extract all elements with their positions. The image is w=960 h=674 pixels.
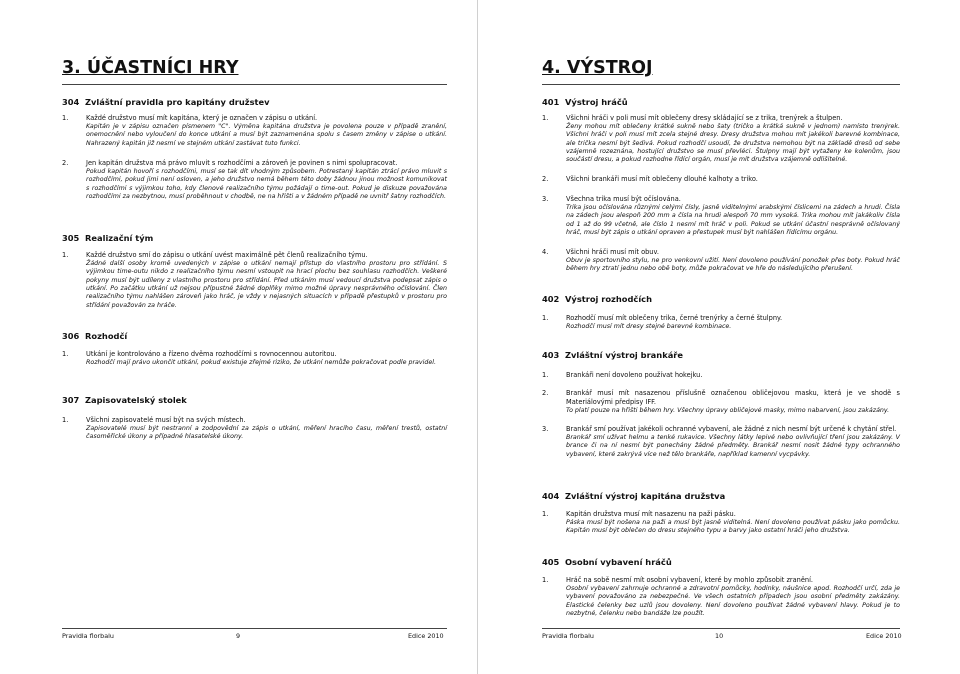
section-305 [62,233,447,244]
rule-text: Jen kapitán družstva má právo mluvit s rozhodčími a zároveň je povinen s nimi spolupracovat. [86,159,398,167]
page-number: 9 [236,632,241,640]
title-rule [542,84,900,85]
section-heading: 405 Osobní vybavení hráčů [542,557,672,567]
rule-text: Kapitán družstva musí mít nasazenu na paži pásku. [566,510,736,518]
rule-note: Brankář smí užívat helmu a tenké rukavice. Všechny látky lepivé nebo ovlivňující tření jsou zakázány. V brance či na ní nesmí být ponechány žádné předměty. Brankář nesmí nosit žádné typy ochranného vybavení, které zakrývá více než tělo brankáře, například kamenní vycpávky. [566,433,900,458]
rule-note: Ženy mohou mít oblečeny krátké sukně nebo šaty (tričko a krátká sukně v jednom) namísto trenýrek. Všichni hráči v poli musí mít zcela stejné dresy. Dresy družstva mohou mít jakékoli barevné kombinace, ale trička nesmí být šedivá. Pokud rozhodčí usoudí, že družstva nemohou být na základě dresů od sebe vzájemně rozeznána, hostující družstvo se musí převléci. Štulpny mají být vytaženy ke kolenům, jsou součástí dresu, a pokud rozhodne řídící orgán, musí je mít družstva vzájemně odlišitelné. [566,122,900,164]
rule-item: 1. Všichni zapisovatelé musí být na svých místech. Zapisovatelé musí být nestranní a zodpovědní za zápis o utkání, měření hracího času, měření trestů, ostatní časoměřické úkony a případné hlasatelské úkony. [62,416,447,441]
footer-rule [62,628,447,629]
section-heading: 401 Výstroj hráčů [542,97,628,107]
footer-right: Edice 2010 [408,632,444,640]
section-401 [542,97,900,108]
rule-text: Utkání je kontrolováno a řízeno dvěma rozhodčími s rovnocennou autoritou. [86,350,337,358]
rule-note: Rozhodčí mají právo ukončit utkání, pokud existuje zřejmé riziko, že utkání nemůže pokračovat podle pravidel. [86,358,436,366]
rule-item: 1. Všichni hráči v poli musí mít oblečeny dresy skládající se z trika, trenýrek a štulpen. Ženy mohou mít oblečeny krátké sukně nebo šaty (tričko a krátká sukně v jednom) namísto trenýrek. Všichni hráči v poli musí mít zcela stejné dresy. Dresy družstva mohou mít jakékoli barevné kombinace, ale trička nesmí být šedivá. Pokud rozhodčí usoudí, že družstva nemohou být na základě dresů od sebe vzájemně rozeznána, hostující družstvo se musí převléci. Štulpny mají být vytaženy ke kolenům, jsou součástí dresu, a pokud rozhodne řídící orgán, musí je mít družstva vzájemně odlišitelné. [542,114,900,164]
section-304 [62,97,447,108]
section-heading: 306 Rozhodčí [62,331,128,341]
page-number: 10 [715,632,724,640]
section-307 [62,395,447,406]
rule-text: Všichni zapisovatelé musí být na svých místech. [86,416,246,424]
rule-item: 1. Utkání je kontrolováno a řízeno dvěma rozhodčími s rovnocennou autoritou. Rozhodčí mají právo ukončit utkání, pokud existuje zřejmé riziko, že utkání nemůže pokračovat podle pravidel. [62,350,447,367]
section-heading: 307 Zapisovatelský stolek [62,395,187,405]
section-404 [542,491,900,502]
section-403 [542,350,900,361]
rule-item: 4. Všichni hráči musí mít obuv. Obuv je sportovního stylu, ne pro venkovní užití. Není dovoleno používání ponožek přes boty. Pokud hráč během hry ztratí jednu nebo obě boty, může pokračovat ve hře do následujícího přerušení. [542,248,900,273]
rule-text: Brankáři není dovoleno používat hokejku. [566,371,703,379]
rule-note: Obuv je sportovního stylu, ne pro venkovní užití. Není dovoleno používání ponožek přes boty. Pokud hráč během hry ztratí jednu nebo obě boty, může pokračovat ve hře do následujícího přerušení. [566,256,900,273]
rule-item: 1. Kapitán družstva musí mít nasazenu na paži pásku. Páska musí být nošena na paži a musí být jasně viditelná. Není dovoleno používat pásku jako pomůcku. Kapitán musí být oblečen do dresu stejného typu a barvy jako ostatní hráči jeho družstva. [542,510,900,535]
rule-item: 1. Brankáři není dovoleno používat hokejku. [542,371,703,379]
rule-item: 1. Hráč na sobě nesmí mít osobní vybavení, které by mohlo způsobit zranění. Osobní vybavení zahrnuje ochranné a zdravotní pomůcky, hodinky, náušnice apod. Rozhodčí určí, zda je vybavení považováno za nebezpečné. Ve všech ostatních případech jsou osobní předměty zakázány. Elastické čelenky bez uzlů jsou dovoleny. Není dovoleno používat žádné vybavení hlavy. Pokud je to nezbytné, čelenku nebo bandáže lze použít. [542,576,900,618]
rule-text: Všichni hráči v poli musí mít oblečeny dresy skládající se z trika, trenýrek a štulpen. [566,114,843,122]
rule-item: 3. Všechna trika musí být očíslována. Trika jsou očíslována různými celými čísly, jasně viditelnými arabskými číslicemi na zádech a hrudi. Čísla na zádech jsou alespoň 200 mm a čísla na hrudi alespoň 70 mm vysoká. Trika mohou mít jakákoliv čísla od 1 až do 99 včetně, ale číslo 1 nesmí mít hráč v poli. Pokud se utkání účastní nesprávně očíslovaný hráč, musí být zápis o utkání opraven a přestupek musí být nahlášen řídícímu orgánu. [542,195,900,237]
rule-text: Všichni hráči musí mít obuv. [566,248,659,256]
section-306 [62,331,447,342]
section-heading: 403 Zvláštní výstroj brankáře [542,350,684,360]
rule-note: Kapitán je v zápisu označen písmenem "C". Výměna kapitána družstva je povolena pouze v případě zranění, onemocnění nebo vyloučení do konce utkání a musí být zaznamenána spolu s časem změny v zápise o utkání. Nahrazený kapitán již nesmí ve stejném utkání zastávat tuto funkci. [86,122,447,147]
section-heading: 304 Zvláštní pravidla pro kapitány družstev [62,97,270,107]
rule-note: Rozhodčí musí mít dresy stejné barevné kombinace. [566,322,732,330]
rule-note: Osobní vybavení zahrnuje ochranné a zdravotní pomůcky, hodinky, náušnice apod. Rozhodčí určí, zda je vybavení považováno za nebezpečné. Ve všech ostatních případech jsou osobní předměty zakázány. Elastické čelenky bez uzlů jsou dovoleny. Není dovoleno používat žádné vybavení hlavy. Pokud je to nezbytné, čelenku nebo bandáže lze použít. [566,584,900,618]
footer-right: Edice 2010 [866,632,902,640]
rule-note: Zapisovatelé musí být nestranní a zodpovědní za zápis o utkání, měření hracího času, měření trestů, ostatní časoměřické úkony a případné hlasatelské úkony. [86,424,447,441]
section-402 [542,294,900,305]
rule-item: 1. Rozhodčí musí mít oblečeny trika, černé trenýrky a černé štulpny. Rozhodčí musí mít dresy stejné barevné kombinace. [542,314,900,331]
rule-text: Každé družstvo smí do zápisu o utkání uvést maximálně pět členů realizačního týmu. [86,251,368,259]
rule-note: Trika jsou očíslována různými celými čísly, jasně viditelnými arabskými číslicemi na zádech a hrudi. Čísla na zádech jsou alespoň 200 mm a čísla na hrudi alespoň 70 mm vysoká. Trika mohou mít jakákoliv čísla od 1 až do 99 včetně, ale číslo 1 nesmí mít hráč v poli. Pokud se utkání účastní nesprávně očíslovaný hráč, musí být zápis o utkání opraven a přestupek musí být nahlášen řídícímu orgánu. [566,203,900,237]
rule-item: 2. Všichni brankáři musí mít oblečeny dlouhé kalhoty a triko. [542,175,758,183]
left-page [0,0,478,674]
rule-text: Každé družstvo musí mít kapitána, který je označen v zápisu o utkání. [86,114,318,122]
rule-text: Brankář smí používat jakékoli ochranné vybavení, ale žádné z nich nesmí být určené k chytání střel. [566,425,897,433]
section-heading: 404 Zvláštní výstroj kapitána družstva [542,491,726,501]
rule-text: Hráč na sobě nesmí mít osobní vybavení, které by mohlo způsobit zranění. [566,576,814,584]
right-page [480,0,958,674]
rule-note: To platí pouze na hřišti během hry. Všechny úpravy obličejové masky, mimo nabarvení, jsou zakázány. [566,406,890,414]
rule-text: Všichni brankáři musí mít oblečeny dlouhé kalhoty a triko. [566,175,758,183]
rule-item: 2. Brankář musí mít nasazenou příslušně označenou obličejovou masku, která je ve shodě s Materiálovými předpisy IFF. To platí pouze na hřišti během hry. Všechny úpravy obličejové masky, mimo nabarvení, jsou zakázány. [542,389,900,414]
rule-item: 1. Každé družstvo musí mít kapitána, který je označen v zápisu o utkání. Kapitán je v zápisu označen písmenem "C". Výměna kapitána družstva je povolena pouze v případě zranění, onemocnění nebo vyloučení do konce utkání a musí být zaznamenána spolu s časem změny v zápise o utkání. Nahrazený kapitán již nesmí ve stejném utkání zastávat tuto funkci. [62,114,447,147]
title-rule [62,84,447,85]
section-405 [542,557,900,568]
rule-text: Všechna trika musí být očíslována. [566,195,681,203]
page-title: 3. ÚČASTNÍCI HRY [62,58,239,78]
rule-text: Brankář musí mít nasazenou příslušně označenou obličejovou masku, která je ve shodě s Materiálovými předpisy IFF. [566,389,900,406]
rule-note: Žádné další osoby kromě uvedených v zápise o utkání nemají přístup do vlastního prostoru pro střídání. S výjimkou time-outu nikdo z realizačního týmu nesmí vstoupit na hrací plochu bez souhlasu rozhodčích. Veškeré pokyny musí být udíleny z vlastního prostoru pro střídání. Před utkáním musí vedoucí družstva podepsat zápis o utkání. Po začátku utkání už nejsou přípustné žádné doplňky mimo možné úpravy nesprávného očíslování. Člen realizačního týmu nahlášen zároveň jako hráč, je vždy v nejasných situacích v případě přestupků v prostoru pro střídání považován za hráče. [86,259,447,309]
rule-note: Pokud kapitán hovoří s rozhodčími, musí se tak dít vhodným způsobem. Potrestaný kapitán ztrácí právo mluvit s rozhodčími, pokud jimi není osloven, a jeho družstvo nemá během této doby žádnou jinou možnost komunikovat s rozhodčími s výjimkou toho, kdy členové realizačního týmu požádají o time-out. Pokud je diskuze považována rozhodčími za nezbytnou, musí proběhnout v chodbě, ne na hřišti a v žádném případě ne uvnitř šatny rozhodčích. [86,167,447,201]
rule-item: 2. Jen kapitán družstva má právo mluvit s rozhodčími a zároveň je povinen s nimi spolupracovat. Pokud kapitán hovoří s rozhodčími, musí se tak dít vhodným způsobem. Potrestaný kapitán ztrácí právo mluvit s rozhodčími, pokud jimi není osloven, a jeho družstvo nemá během této doby žádnou jinou možnost komunikovat s rozhodčími s výjimkou toho, kdy členové realizačního týmu požádají o time-out. Pokud je diskuze považována rozhodčími za nezbytnou, musí proběhnout v chodbě, ne na hřišti a v žádném případě ne uvnitř šatny rozhodčích. [62,159,447,201]
page-title: 4. VÝSTROJ [542,58,653,78]
footer-left: Pravidla florbalu [542,632,594,640]
rule-text: Rozhodčí musí mít oblečeny trika, černé trenýrky a černé štulpny. [566,314,783,322]
footer-left: Pravidla florbalu [62,632,114,640]
section-heading: 402 Výstroj rozhodčích [542,294,653,304]
rule-item: 1. Každé družstvo smí do zápisu o utkání uvést maximálně pět členů realizačního týmu. Žádné další osoby kromě uvedených v zápise o utkání nemají přístup do vlastního prostoru pro střídání. S výjimkou time-outu nikdo z realizačního týmu nesmí vstoupit na hrací plochu bez souhlasu rozhodčích. Veškeré pokyny musí být udíleny z vlastního prostoru pro střídání. Před utkáním musí vedoucí družstva podepsat zápis o utkání. Po začátku utkání už nejsou přípustné žádné doplňky mimo možné úpravy nesprávného očíslování. Člen realizačního týmu nahlášen zároveň jako hráč, je vždy v nejasných situacích v případě přestupků v prostoru pro střídání považován za hráče. [62,251,447,309]
footer-rule [542,628,900,629]
rule-note: Páska musí být nošena na paži a musí být jasně viditelná. Není dovoleno používat pásku jako pomůcku. Kapitán musí být oblečen do dresu stejného typu a barvy jako ostatní hráči jeho družstva. [566,518,900,535]
rule-item: 3. Brankář smí používat jakékoli ochranné vybavení, ale žádné z nich nesmí být určené k chytání střel. Brankář smí užívat helmu a tenké rukavice. Všechny látky lepivé nebo ovlivňující tření jsou zakázány. V brance či na ní nesmí být ponechány žádné předměty. Brankář nesmí nosit žádné typy ochranného vybavení, které zakrývá více než tělo brankáře, například kamenní vycpávky. [542,425,900,458]
section-heading: 305 Realizační tým [62,233,154,243]
